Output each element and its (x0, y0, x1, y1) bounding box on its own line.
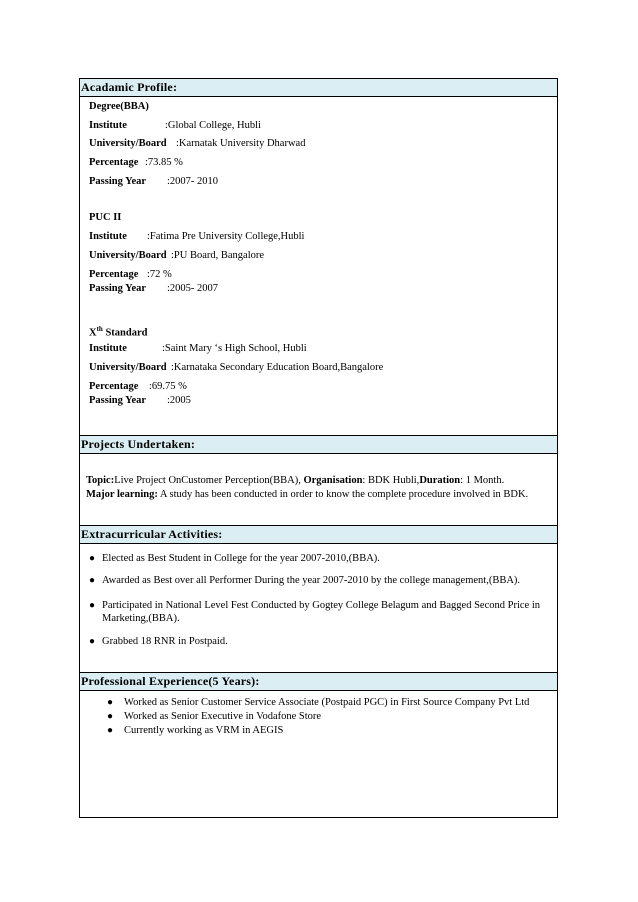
experience-item: Currently working as VRM in AEGIS (124, 725, 284, 736)
tenth-board-value: :Karnataka Secondary Education Board,Bangalore (171, 362, 384, 373)
bullet-icon: ● (89, 575, 96, 586)
degree-percentage-value: :73.85 % (145, 157, 183, 168)
bullet-icon: ● (107, 711, 114, 722)
degree-percentage-label: Percentage (89, 157, 139, 168)
tenth-title: Xth Standard (89, 325, 148, 339)
bullet-icon: ● (89, 553, 96, 564)
puc-title: PUC II (89, 212, 122, 223)
degree-board-value: :Karnatak University Dharwad (176, 138, 306, 149)
tenth-institute-value: :Saint Mary ‘s High School, Hubli (162, 343, 307, 354)
extracurricular-heading: Extracurricular Activities: (80, 525, 557, 544)
activity-item-continued: Marketing,(BBA). (102, 613, 180, 624)
tenth-year-label: Passing Year (89, 395, 147, 406)
tenth-percentage-label: Percentage (89, 381, 139, 392)
project-topic-line: Topic:Live Project OnCustomer Perception(BBA), Organisation: BDK Hubli,Duration: 1 Month. (86, 475, 505, 486)
experience-heading: Professional Experience(5 Years): (80, 672, 557, 691)
degree-title: Degree(BBA) (89, 101, 149, 112)
activity-item: Elected as Best Student in College for the year 2007-2010,(BBA). (102, 553, 380, 564)
activity-item: Participated in National Level Fest Conducted by Gogtey College Belagum and Bagged Second Price in (102, 600, 540, 611)
tenth-year-value: :2005 (167, 395, 191, 406)
bullet-icon: ● (89, 600, 96, 611)
resume-page (79, 78, 558, 818)
projects-heading: Projects Undertaken: (80, 435, 557, 454)
activity-item: Grabbed 18 RNR in Postpaid. (102, 636, 228, 647)
project-learning-line: Major learning: A study has been conducted in order to know the complete procedure involved in BDK. (86, 489, 529, 500)
tenth-percentage-value: :69.75 % (149, 381, 187, 392)
puc-institute-value: :Fatima Pre University College,Hubli (147, 231, 305, 242)
experience-item: Worked as Senior Customer Service Associate (Postpaid PGC) in First Source Company Pvt Ltd (124, 697, 530, 708)
bullet-icon: ● (107, 697, 114, 708)
puc-board-value: :PU Board, Bangalore (171, 250, 265, 261)
puc-percentage-label: Percentage (89, 269, 139, 280)
experience-item: Worked as Senior Executive in Vodafone Store (124, 711, 322, 722)
academic-heading: Acadamic Profile: (80, 79, 557, 97)
puc-board-label: University/Board (89, 250, 167, 261)
degree-institute-value: :Global College, Hubli (165, 120, 261, 131)
degree-institute-label: Institute (89, 120, 127, 131)
degree-year-value: :2007- 2010 (167, 176, 219, 187)
degree-board-label: University/Board (89, 138, 167, 149)
tenth-institute-label: Institute (89, 343, 127, 354)
bullet-icon: ● (107, 725, 114, 736)
puc-percentage-value: :72 % (147, 269, 172, 280)
puc-year-label: Passing Year (89, 283, 147, 294)
activity-item: Awarded as Best over all Performer During the year 2007-2010 by the college management,(BBA). (102, 575, 521, 586)
tenth-board-label: University/Board (89, 362, 167, 373)
puc-year-value: :2005- 2007 (167, 283, 219, 294)
bullet-icon: ● (89, 636, 96, 647)
degree-year-label: Passing Year (89, 176, 147, 187)
puc-institute-label: Institute (89, 231, 127, 242)
